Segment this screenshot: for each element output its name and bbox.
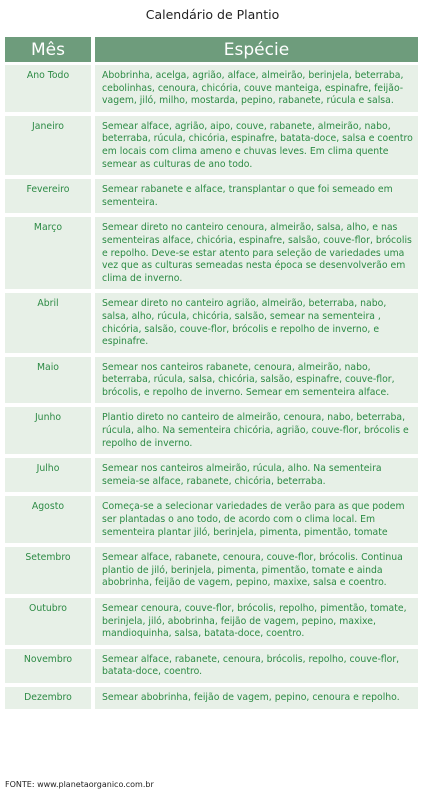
month-cell: Janeiro — [5, 116, 95, 179]
species-cell: Semear nos canteiros almeirão, rúcula, alho. Na sementeira semeia-se alface, rabanete, chicória, beterraba. — [95, 458, 418, 496]
table-row — [5, 496, 418, 547]
table-row — [5, 458, 418, 496]
month-cell: Novembro — [5, 649, 95, 687]
table-row — [5, 179, 418, 217]
species-cell: Semear alface, rabanete, cenoura, couve-flor, brócolis. Continua plantio de jiló, berinjela, pimenta, pimentão, tomate e ainda abobrinha, feijão de vagem, pepino, maxixe, salsa e coentro. — [95, 547, 418, 598]
month-cell: Dezembro — [5, 687, 95, 713]
species-cell: Semear nos canteiros rabanete, cenoura, almeirão, nabo, beterraba, rúcula, salsa, chicória, salsão, espinafre, couve-flor, brócolis, e repolho de inverno. Semear em sementeira alface. — [95, 357, 418, 408]
species-cell: Plantio direto no canteiro de almeirão, cenoura, nabo, beterraba, rúcula, alho. Na sementeira chicória, agrião, couve-flor, brócolis e repolho de inverno. — [95, 407, 418, 458]
species-cell: Semear rabanete e alface, transplantar o que foi semeado em sementeira. — [95, 179, 418, 217]
species-cell: Semear abobrinha, feijão de vagem, pepino, cenoura e repolho. — [95, 687, 418, 713]
month-cell: Outubro — [5, 598, 95, 649]
month-cell: Junho — [5, 407, 95, 458]
table-row — [5, 598, 418, 649]
month-cell: Julho — [5, 458, 95, 496]
month-cell: Fevereiro — [5, 179, 95, 217]
month-cell: Abril — [5, 293, 95, 356]
table-row — [5, 293, 418, 356]
planting-calendar-table — [5, 37, 418, 713]
species-cell: Semear direto no canteiro cenoura, almeirão, salsa, alho, e nas sementeiras alface, chicória, espinafre, salsão, couve-flor, brócolis e repolho. Deve-se estar atento para seleção de variedades uma vez que as culturas semeadas nesta época se desenvolverão em clima de inverno. — [95, 217, 418, 293]
species-cell: Semear alface, rabanete, cenoura, brócolis, repolho, couve-flor, batata-doce, coentro. — [95, 649, 418, 687]
table-row — [5, 407, 418, 458]
month-column-header: Mês — [5, 37, 95, 62]
month-cell: Ano Todo — [5, 62, 95, 116]
month-cell: Agosto — [5, 496, 95, 547]
species-cell: Começa-se a selecionar variedades de verão para as que podem ser plantadas o ano todo, de acordo com o clima local. Em sementeira plantar jiló, berinjela, pimenta, pimentão, tomate — [95, 496, 418, 547]
species-column-header: Espécie — [95, 37, 418, 62]
month-cell: Setembro — [5, 547, 95, 598]
page-title: Calendário de Plantio — [145, 7, 280, 22]
table-row — [5, 217, 418, 293]
table-row — [5, 649, 418, 687]
species-cell: Semear direto no canteiro agrião, almeirão, beterraba, nabo, salsa, alho, rúcula, chicória, salsão, semear na sementeira , chicória, salsão, couve-flor, brócolis e repolho de inverno, e espinafre. — [95, 293, 418, 356]
species-cell: Semear alface, agrião, aipo, couve, rabanete, almeirão, nabo, beterraba, rúcula, chicória, espinafre, batata-doce, salsa e coentro em locais com clima ameno e chuvas leves. Em clima quente semear as culturas de ano todo. — [95, 116, 418, 179]
table-row — [5, 687, 418, 713]
species-cell: Semear cenoura, couve-flor, brócolis, repolho, pimentão, tomate, berinjela, jiló, abobrinha, feijão de vagem, pepino, maxixe, mandioquinha, salsa, batata-doce, coentro. — [95, 598, 418, 649]
species-cell: Abobrinha, acelga, agrião, alface, almeirão, berinjela, beterraba, cebolinhas, cenoura, chicória, couve manteiga, espinafre, feijão-vagem, jiló, milho, mostarda, pepino, rabanete, rúcula e salsa. — [95, 62, 418, 116]
table-row — [5, 357, 418, 408]
table-row — [5, 116, 418, 179]
month-cell: Março — [5, 217, 95, 293]
table-header-row — [5, 37, 418, 62]
month-cell: Maio — [5, 357, 95, 408]
source-credit: FONTE: www.planetaorganico.com.br — [5, 780, 154, 789]
table-row — [5, 62, 418, 116]
table-row — [5, 547, 418, 598]
